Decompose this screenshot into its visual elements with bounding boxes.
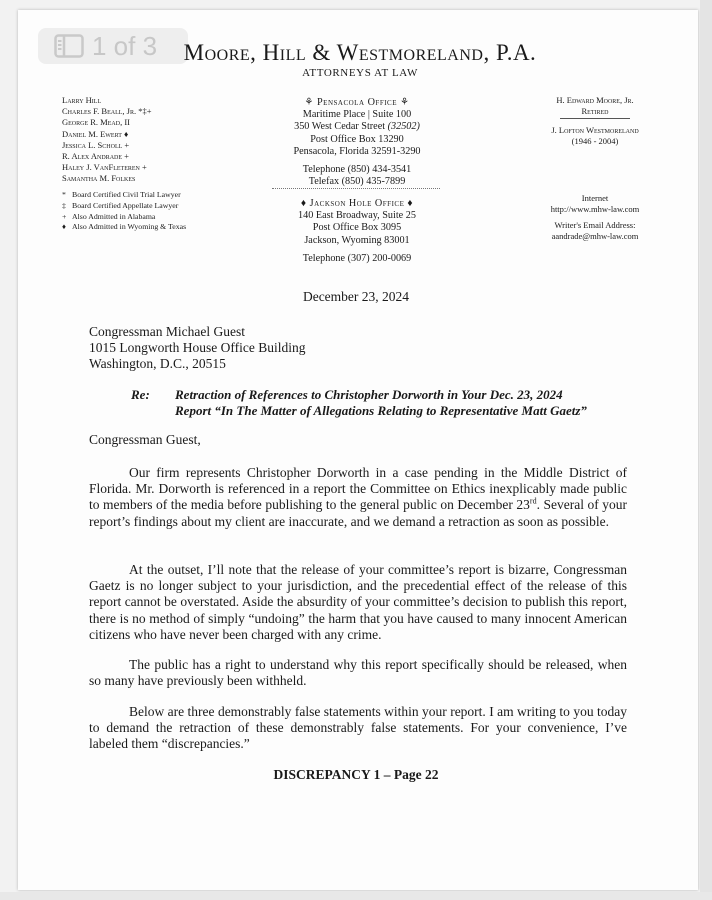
website-link[interactable]: http://www.mhw-law.com (550, 203, 640, 214)
lawyer-name: Charles F. Beall, Jr. *‡+ (62, 106, 152, 117)
office-divider (272, 188, 440, 189)
viewer-scroll-edge (700, 0, 712, 900)
divider (560, 118, 630, 119)
re-label: Re: (131, 387, 150, 402)
paragraph: Our firm represents Christopher Dorworth in a case pending in the Middle District of Florida. Mr. Dorworth is referenced in a report the Committee on Ethics inexplicably made public to members of the media before publishing to the general public on December 23rd. Several of your report’s findings about my client are inaccurate, and we demand a retraction as soon as possible. (89, 465, 627, 529)
page-indicator-text: 1 of 3 (92, 30, 158, 61)
lawyer-name: Samantha M. Folkes (62, 173, 136, 184)
paragraph: At the outset, I’ll note that the release of your committee’s report is bizarre, Congressman Gaetz is no longer subject to your jurisdiction, and the precedential effect of the release of this report cannot be overstated. Aside the absurdity of your committee’s decision to publish this report, there is no method of simply “undoing” the harm that you have caused to many innocent American citizens who have never been charged with any crime. (89, 562, 627, 642)
jackson-office: ♦ Jackson Hole Office ♦ 140 East Broadway, Suite 25 Post Office Box 3095 Jackson, Wyoming 83001 Telephone (307) 200-0069 (262, 198, 452, 265)
viewer-bottom-edge (0, 892, 712, 900)
re-subject: Retraction of References to Christopher Dorworth in Your Dec. 23, 2024 Report “In The Matter of Allegations Relating to Representative Matt Gaetz” (175, 387, 587, 418)
street-line: 350 West Cedar Street (32502) (294, 121, 420, 133)
sidebar-icon[interactable] (54, 34, 84, 58)
lawyer-name: Larry Hill (62, 95, 102, 105)
diamond-icon: ♦ (407, 198, 414, 209)
firm-name: Moore, Hill & Westmoreland, P.A. (183, 40, 537, 65)
legend-item: * Board Certified Civil Trial Lawyer (62, 190, 181, 199)
fleur-ornament-icon: ⚘ (304, 97, 314, 108)
legend-item: + Also Admitted in Alabama (62, 211, 156, 221)
jackson-office-heading: ♦ Jackson Hole Office ♦ (300, 198, 414, 209)
legend-item: ♦ Also Admitted in Wyoming & Texas (62, 222, 187, 232)
paragraph: Below are three demonstrably false statements within your report. I am writing to you today to demand the retraction of these demonstrably false statements. For your convenience, I’ve labeled them “discrepancies.” (89, 704, 627, 752)
firm-subtitle: ATTORNEYS AT LAW (302, 67, 418, 79)
lawyer-name: Haley J. VanFleteren + (62, 162, 147, 173)
lawyer-name: George R. Mead, II (62, 117, 130, 128)
paragraph: The public has a right to understand why this report specifically should be released, when so many have previously been withheld. (89, 657, 627, 689)
recipient-address: Congressman Michael Guest 1015 Longworth House Office Building Washington, D.C., 20515 (89, 324, 306, 372)
diamond-icon: ♦ (300, 198, 307, 209)
partners-column: H. Edward Moore, Jr. Retired J. Lofton Westmoreland (1946 - 2004) (551, 95, 639, 146)
contact-column: Internet http://www.mhw-law.com Writer's Email Address: aandrade@mhw-law.com (520, 193, 670, 241)
lawyer-list (62, 95, 152, 185)
email-link[interactable]: aandrade@mhw-law.com (551, 230, 639, 241)
legend-item: ‡ Board Certified Appellate Lawyer (62, 200, 179, 210)
lawyer-name: R. Alex Andrade + (62, 151, 129, 162)
discrepancy-heading: DISCREPANCY 1 – Page 22 (273, 767, 439, 782)
credential-legend (62, 190, 186, 233)
lawyer-name: Jessica L. Scholl + (62, 139, 130, 150)
pensacola-office: ⚘ Pensacola Office ⚘ Maritime Place | Suite 100 350 West Cedar Street (32502) Post Office Box 13290 Pensacola, Florida 32591-3290 Telephone (850) 434-3541 Telefax (850) 435-7899 (262, 97, 452, 188)
salutation: Congressman Guest, (89, 432, 201, 447)
letter-date: December 23, 2024 (302, 289, 410, 304)
pensacola-office-heading: ⚘ Pensacola Office ⚘ (304, 97, 410, 108)
lawyer-name: Daniel M. Ewert ♦ (62, 128, 129, 139)
fleur-ornament-icon: ⚘ (400, 97, 410, 108)
